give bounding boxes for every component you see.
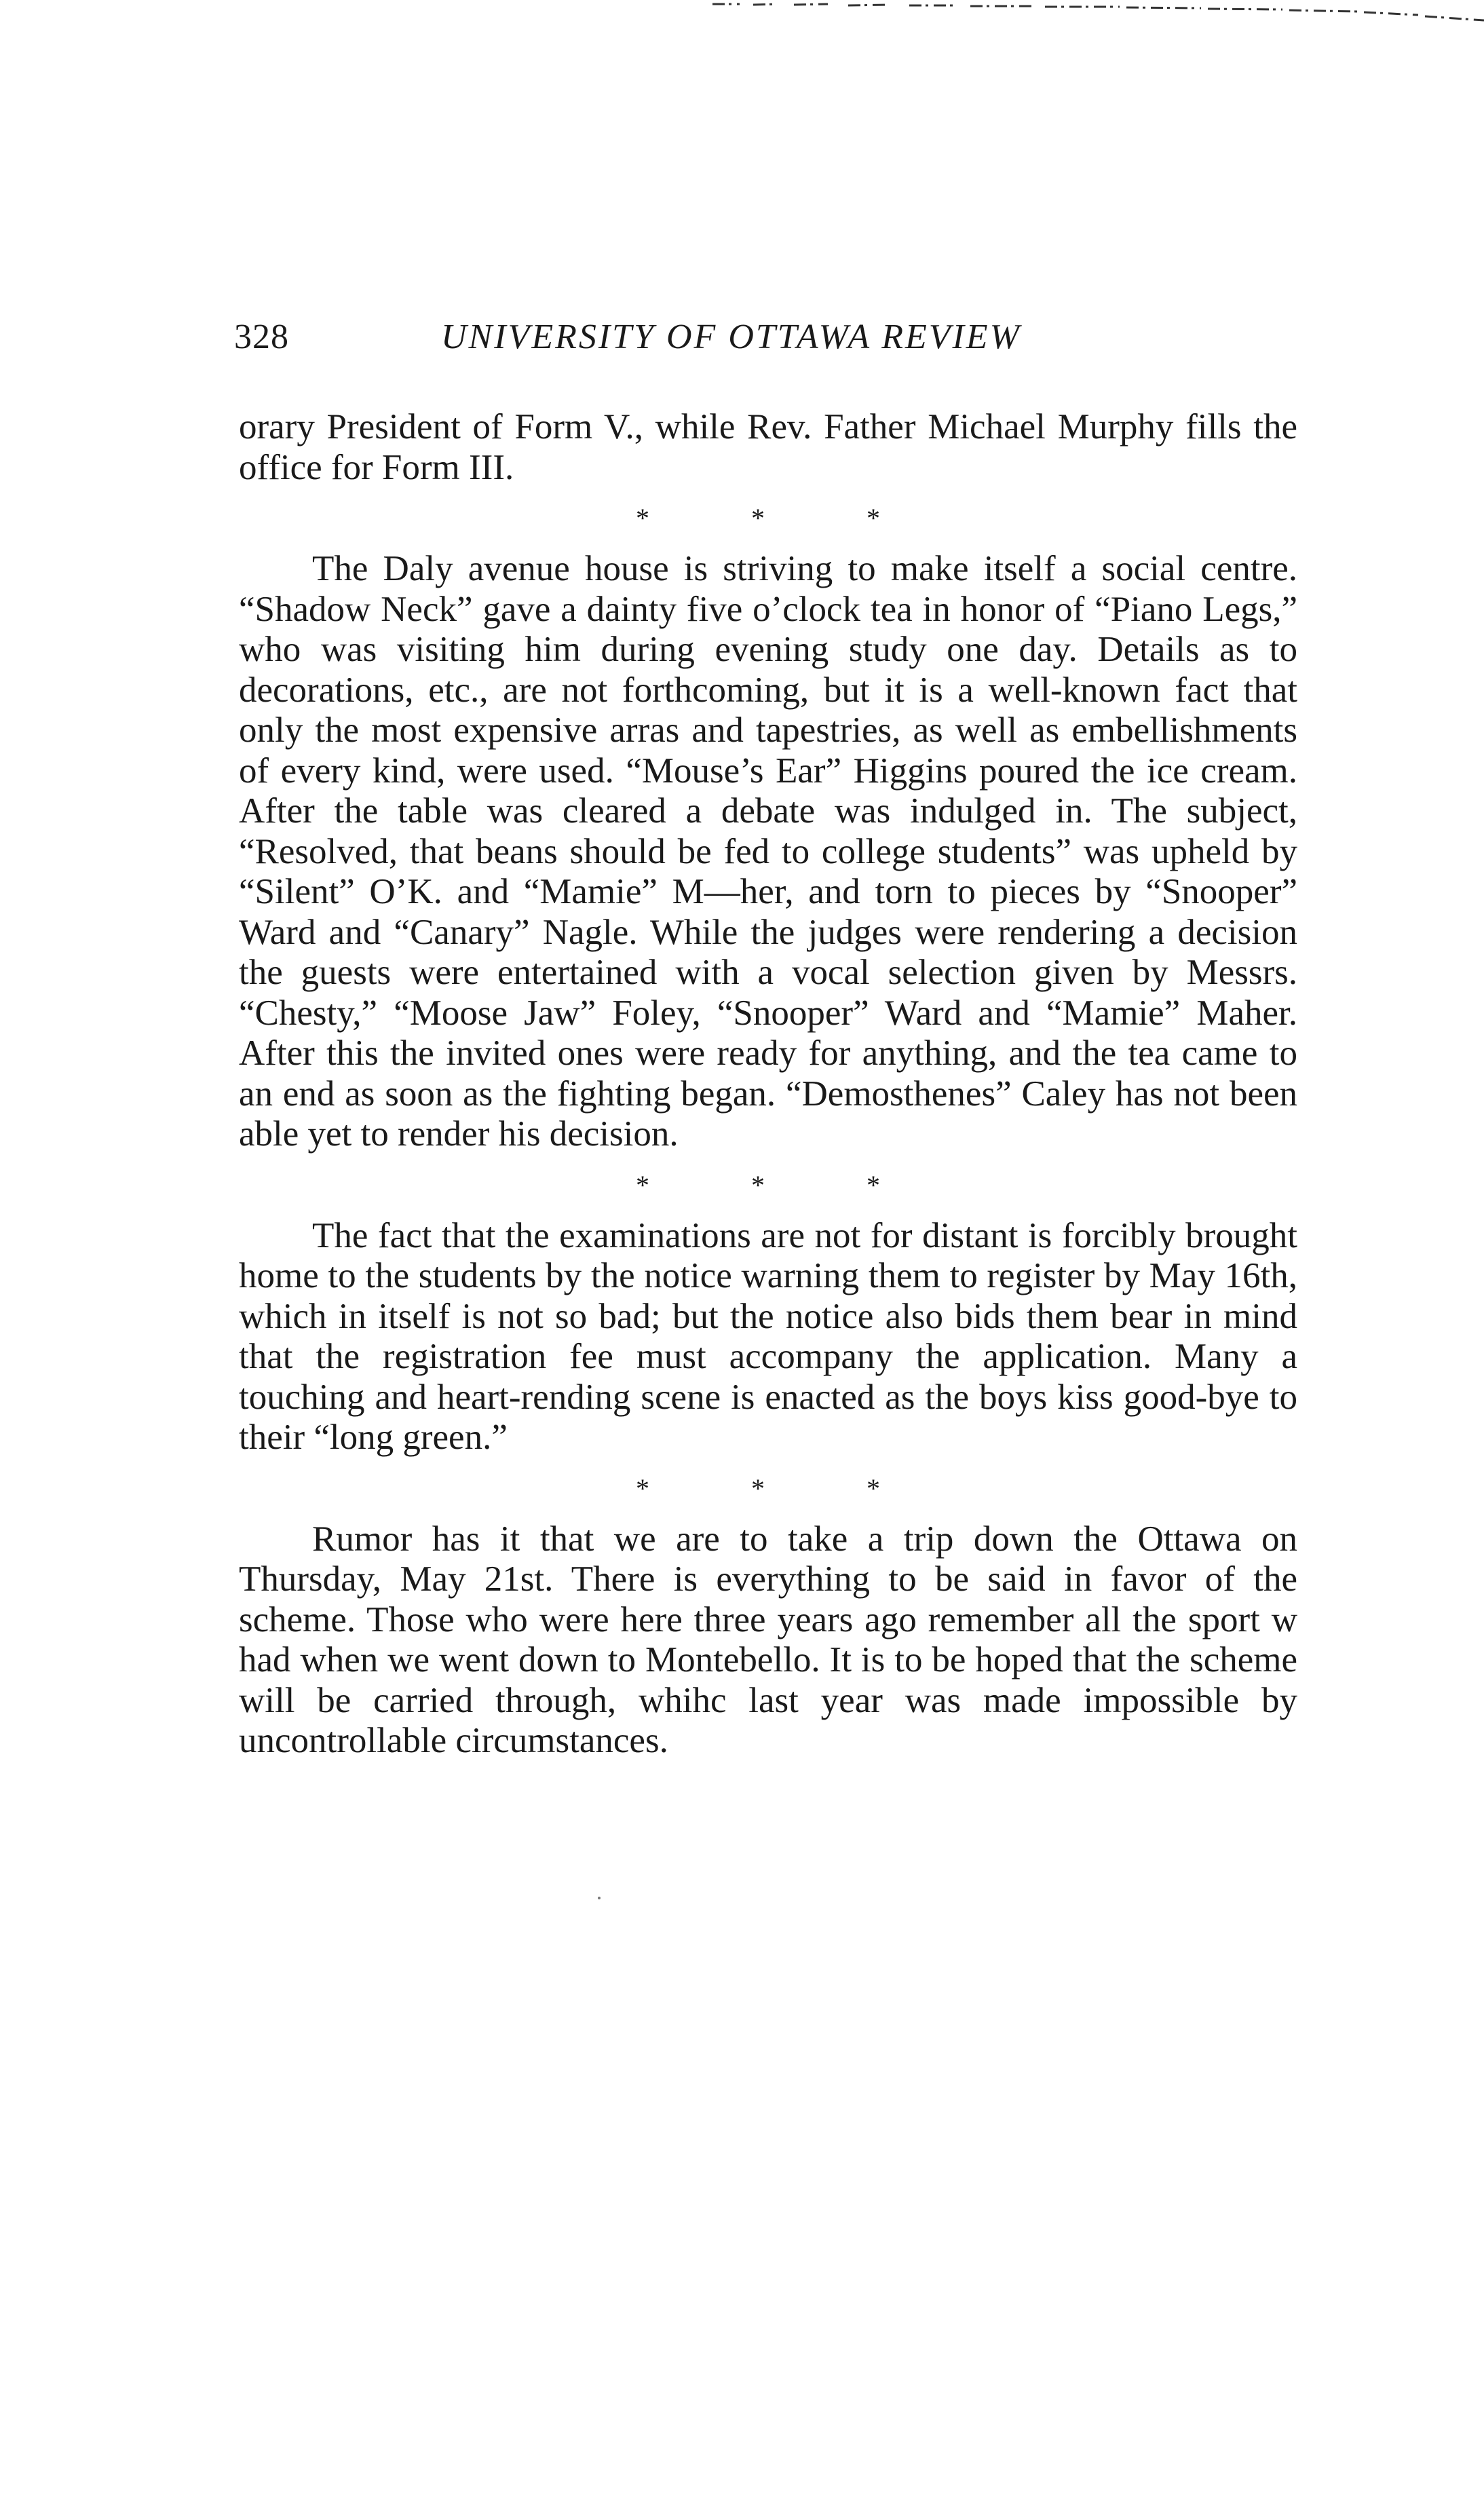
article-text <box>239 407 1297 1762</box>
scan-speck <box>598 1897 601 1899</box>
journal-title: UNIVERSITY OF OTTAWA REVIEW <box>441 318 1021 356</box>
paragraph-examinations: The fact that the examinations are not for distant is forcibly brought home to the students by the notice warning them to register by May 16th, which in itself is not so bad; but the notice also bids them bear in mind that the registration fee must accompany the application. Many a touching and heart-rending scene is enacted as the boys kiss good-bye to their “long green.” <box>239 1215 1297 1457</box>
paragraph-ottawa-trip: Rumor has it that we are to take a trip down the Ottawa on Thursday, May 21st. There is everything to be said in favor of the scheme. Those who were here three years ago remember all the sport w had when we went down to Montebello. It is to be hoped that the scheme will be carried through, whihc last year was made impossible by uncontrollable circumstances. <box>239 1519 1297 1760</box>
section-separator: * * * <box>636 1473 928 1504</box>
running-head <box>234 314 1306 361</box>
section-separator: * * * <box>636 503 928 533</box>
page-number: 328 <box>234 318 289 356</box>
section-separator: * * * <box>636 1169 928 1200</box>
paragraph-daly-avenue-tea: The Daly avenue house is striving to make itself a social centre. “Shadow Neck” gave a dainty five o’clock tea in honor of “Piano Legs,” who was visiting him during evening study one day. Details as to decorations, etc., are not forthcoming, but it is a well-known fact that only the most expensive arras and tapestries, as well as embellishments of every kind, were used. “Mouse’s Ear” Higgins poured the ice cream. After the table was cleared a debate was indulged in. The subject, “Resolved, that beans should be fed to college students” was upheld by “Silent” O’K. and “Mamie” M—her, and torn to pieces by “Snooper” Ward and “Canary” Nagle. While the judges were rendering a decision the guests were entertained with a vocal selection given by Messrs. “Chesty,” “Moose Jaw” Foley, “Snooper” Ward and “Mamie” Maher. After this the invited ones were ready for anything, and the tea came to an end as soon as the fighting began. “Demosthenes” Caley has not been able yet to render his decision. <box>239 549 1297 1154</box>
scan-streak-artifact <box>712 0 1484 27</box>
paragraph-form-officers: orary President of Form V., while Rev. Father Michael Murphy fills the office for Form III. <box>239 407 1297 487</box>
